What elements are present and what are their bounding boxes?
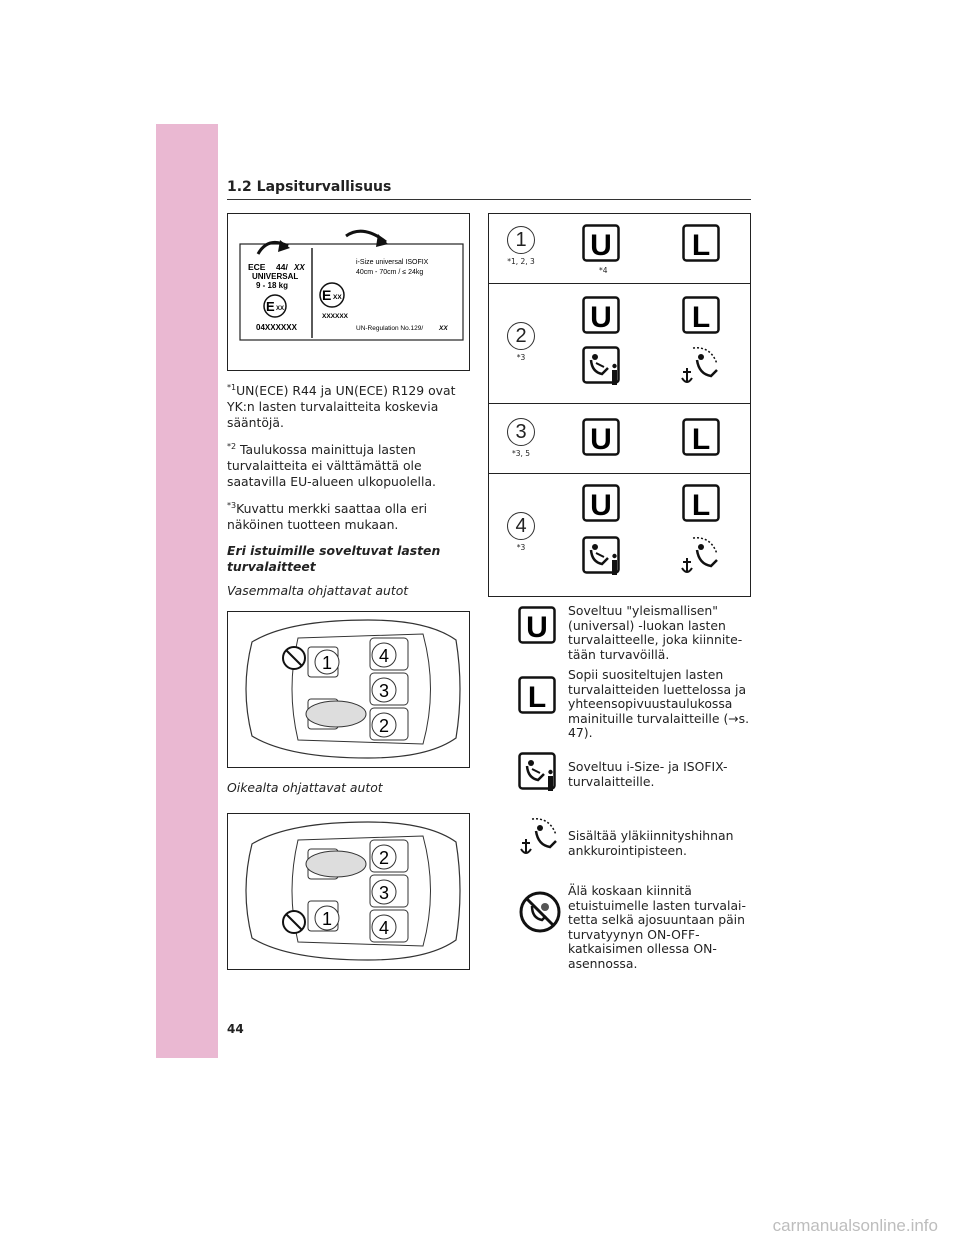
legend-l-text: Sopii suositeltujen lasten turvalaitteiden luettelossa ja yhteensopivuustaulukossa mainituille turvalaitteille (→s. 47). bbox=[568, 667, 750, 740]
table-row bbox=[489, 214, 750, 284]
ece-line1: ECE bbox=[248, 262, 266, 272]
l-icon bbox=[682, 484, 720, 522]
car-right-seat-3: 3 bbox=[378, 883, 390, 903]
seat-suitability-table bbox=[488, 213, 751, 597]
ece-line2: UNIVERSAL bbox=[252, 272, 299, 281]
ece-mark: E bbox=[266, 299, 275, 314]
universal-u-icon bbox=[582, 418, 620, 456]
legend-anchor-text: Sisältää yläkiinnityshihnan ankkurointipisteen. bbox=[568, 828, 734, 858]
isize-mark: E bbox=[322, 287, 332, 303]
no-airbag-icon bbox=[283, 647, 305, 669]
universal-u-icon bbox=[582, 484, 620, 522]
svg-text:U: U bbox=[590, 423, 612, 456]
car-right-seat-4: 4 bbox=[378, 918, 390, 938]
isize-mark-sub: XX bbox=[333, 294, 342, 301]
seat-number: 2 *3 bbox=[503, 322, 539, 362]
notes-column bbox=[227, 380, 472, 607]
note-3: $^{*3}$Kuvattu merkki saattaa olla eri näköinen tuotteen mukaan. bbox=[227, 501, 428, 533]
table-row bbox=[489, 284, 750, 404]
no-rearfacing-airbag-icon bbox=[518, 890, 562, 934]
svg-text:U: U bbox=[590, 489, 612, 522]
universal-u-icon bbox=[518, 606, 556, 644]
anchor-seat-icon bbox=[518, 815, 562, 859]
approval-label-figure bbox=[227, 213, 470, 371]
isize-line2: 40cm - 70cm / ≤ 24kg bbox=[356, 269, 424, 276]
left-drive-caption: Vasemmalta ohjattavat autot bbox=[227, 583, 409, 599]
isize-reg: UN-Regulation No.129/ bbox=[356, 325, 424, 332]
section-title: 1.2 Lapsiturvallisuus bbox=[227, 179, 392, 195]
table-row bbox=[489, 474, 750, 595]
ece-line3: 9 - 18 kg bbox=[256, 281, 289, 290]
isize-child-seat-icon bbox=[518, 752, 558, 792]
right-drive-caption: Oikealta ohjattavat autot bbox=[227, 780, 383, 795]
anchor-seat-icon bbox=[679, 344, 723, 388]
note-1: $^{*1}$UN(ECE) R44 ja UN(ECE) R129 ovat YK:n lasten turvalaitteita koskevia sääntöjä. bbox=[227, 383, 456, 431]
svg-text:L: L bbox=[527, 681, 547, 714]
car-diagram-left-drive bbox=[227, 611, 470, 768]
svg-text:U: U bbox=[590, 301, 612, 334]
legend-universal-text: Soveltuu "yleismallisen" (universal) -luokan lasten turvalaitteelle, joka kiinnite-tään turvavöillä. bbox=[568, 603, 743, 662]
legend-no-rearfacing-text: Älä koskaan kiinnitä etuistuimelle lasten turvalai-tetta selkä ajosuuntaan päin turvatyynyn ON-OFF-katkaisimen ollessa ON-asennossa. bbox=[568, 883, 746, 971]
isize-child-seat-icon bbox=[582, 536, 622, 576]
svg-text:L: L bbox=[691, 301, 711, 334]
ece-mark-sub: XX bbox=[276, 306, 285, 312]
car-left-seat-1: 1 bbox=[321, 653, 333, 673]
l-icon bbox=[518, 676, 556, 714]
l-icon bbox=[682, 418, 720, 456]
section-rule bbox=[227, 199, 751, 200]
seat-number: 4 *3 bbox=[503, 512, 539, 552]
u-footnote: *4 bbox=[599, 266, 608, 275]
table-row bbox=[489, 404, 750, 474]
universal-u-icon bbox=[582, 296, 620, 334]
no-airbag-icon bbox=[283, 911, 305, 933]
isize-child-seat-icon bbox=[582, 346, 622, 386]
isize-reg-xx: XX bbox=[439, 325, 448, 332]
approval-label-svg bbox=[228, 214, 468, 369]
car-left-svg bbox=[228, 612, 468, 766]
ece-line1b: 44/ bbox=[276, 262, 288, 272]
svg-text:U: U bbox=[526, 611, 548, 644]
svg-text:L: L bbox=[691, 489, 711, 522]
car-diagram-right-drive bbox=[227, 813, 470, 970]
car-right-seat-1: 1 bbox=[321, 909, 333, 929]
svg-text:U: U bbox=[590, 229, 612, 262]
anchor-seat-icon bbox=[679, 534, 723, 578]
isize-line1: i-Size universal ISOFIX bbox=[356, 259, 429, 266]
l-icon bbox=[682, 296, 720, 334]
l-icon bbox=[682, 224, 720, 262]
isize-code: XXXXXX bbox=[322, 313, 349, 320]
page-number: 44 bbox=[227, 1022, 244, 1036]
page-edge-tab bbox=[156, 124, 218, 1058]
watermark: carmanualsonline.info bbox=[772, 1216, 938, 1235]
car-left-seat-4: 4 bbox=[378, 646, 390, 666]
car-right-svg bbox=[228, 814, 468, 968]
svg-text:L: L bbox=[691, 423, 711, 456]
subheading: Eri istuimille soveltuvat lasten turvalaitteet bbox=[227, 543, 441, 575]
car-right-seat-2: 2 bbox=[378, 848, 390, 868]
car-left-seat-3: 3 bbox=[378, 681, 390, 701]
seat-number: 3 *3, 5 bbox=[503, 418, 539, 458]
note-2: $^{*2}$ Taulukossa mainittuja lasten turvalaitteita ei välttämättä ole saatavilla EU-alueen ulkopuolella. bbox=[227, 442, 436, 490]
ece-code: 04XXXXXX bbox=[256, 323, 297, 332]
car-left-seat-2: 2 bbox=[378, 716, 390, 736]
universal-u-icon bbox=[582, 224, 620, 262]
seat-number: 1 *1, 2, 3 bbox=[503, 226, 539, 266]
ece-xx: XX bbox=[294, 263, 305, 272]
svg-text:L: L bbox=[691, 229, 711, 262]
legend-isize-text: Soveltuu i-Size- ja ISOFIX-turvalaitteille. bbox=[568, 759, 728, 789]
